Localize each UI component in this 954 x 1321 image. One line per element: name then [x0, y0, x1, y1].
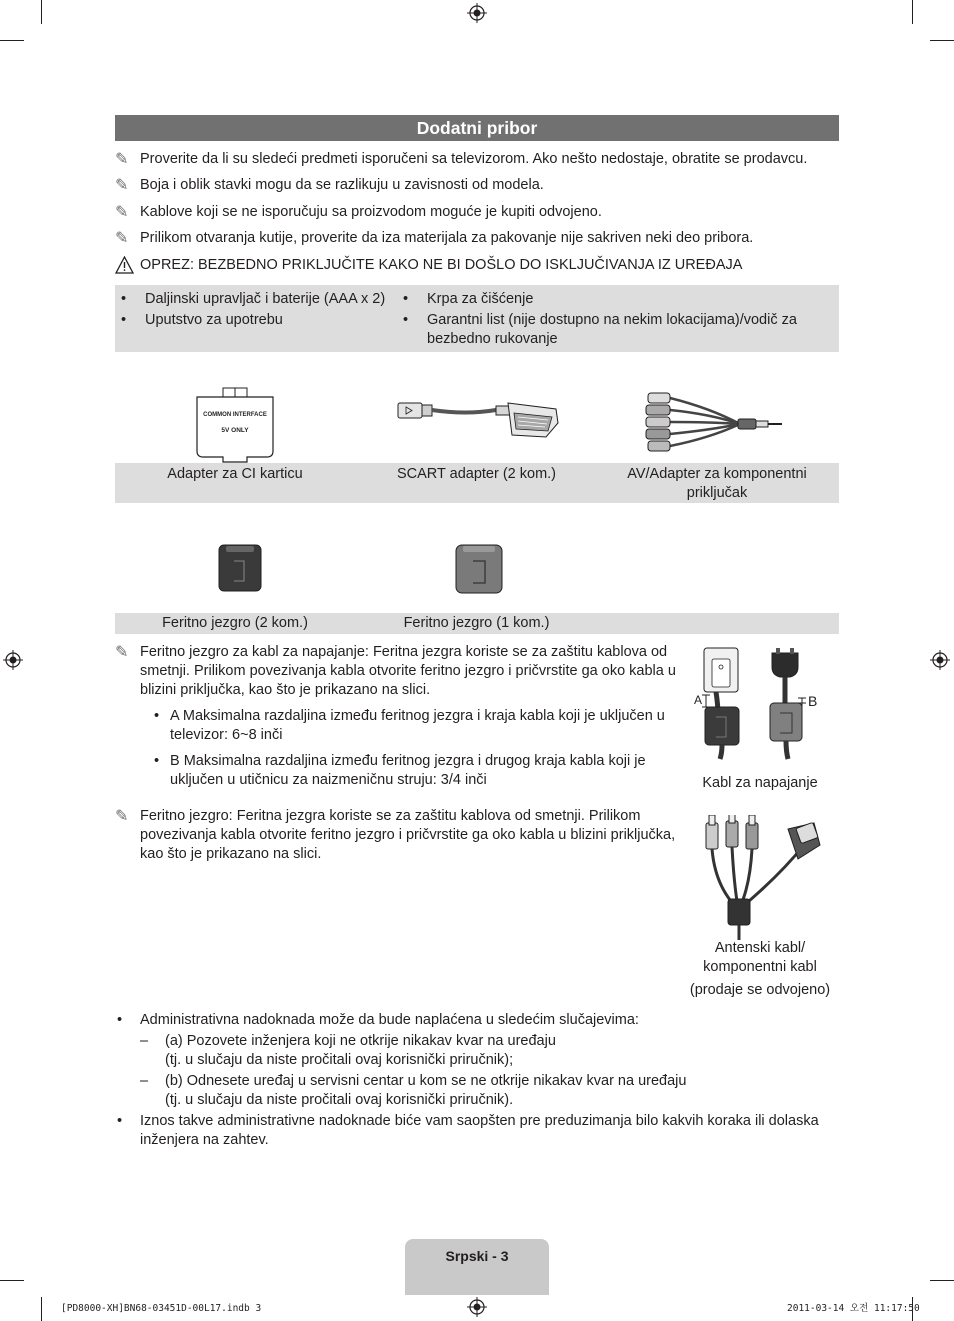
note-item [115, 807, 685, 864]
ferrite-core-large-illustration [455, 543, 503, 595]
pencil-note-icon: ✎ [115, 644, 129, 661]
av-component-adapter-illustration [640, 388, 786, 458]
admin-intro: • Administrativna nadoknada može da bude naplaćena u sledećim slučajevima: [117, 1012, 639, 1028]
print-date: 2011-03-14 오전 11:17:50 [787, 1303, 920, 1314]
list-item: • Garantni list (nije dostupno na nekim lokacijama)/vodič za bezbedno rukovanje [403, 312, 797, 347]
note-text: Prilikom otvaranja kutije, proverite da iza materijala za pakovanje nije sakriven neki deo pribora. [140, 230, 754, 246]
registration-mark-icon [467, 3, 487, 23]
crop-mark [930, 40, 954, 41]
pencil-note-icon: ✎ [115, 230, 129, 247]
crop-mark [41, 1297, 42, 1321]
caption-band [115, 463, 839, 503]
antenna-component-cable-illustration [700, 815, 825, 940]
warning-line [115, 256, 742, 275]
admin-case-a: – (a) Pozovete inženjera koji ne otkrije nikakav kvar na uređaju (tj. u slučaju da niste pročitali ovaj korisnički priručnik); [140, 1033, 556, 1068]
registration-mark-icon [3, 650, 23, 670]
caption-ferrite-large: Feritno jezgro (1 kom.) [403, 615, 550, 631]
power-cable-illustration [690, 645, 830, 760]
ci-card-adapter-illustration [193, 387, 277, 463]
included-items-box [115, 285, 839, 352]
caption-band [115, 613, 839, 634]
crop-mark [0, 1280, 24, 1281]
caption-ci-adapter: Adapter za CI karticu [167, 466, 303, 482]
admin-case-b: – (b) Odnesete uređaj u servisni centar u kom se ne otkrije nikakav kvar na uređaju (tj. u slučaju da niste pročitali ovaj korisnički priručnik). [140, 1073, 687, 1108]
note-item [115, 150, 845, 169]
admin-final: • Iznos takve administrativne nadoknade biće vam saopšten pre preduzimanja bilo kakvih koraka ili dolaska inženjera na zahtev. [117, 1113, 819, 1148]
ci-label-line2: 5V ONLY [221, 427, 249, 434]
warning-triangle-icon [115, 256, 134, 274]
crop-mark [912, 0, 913, 24]
section-title: Dodatni pribor [115, 115, 839, 141]
caption-antenna-cable-2: komponentni kabl [703, 959, 817, 975]
note-text: Boja i oblik stavki mogu da se razlikuju u zavisnosti od modela. [140, 177, 544, 193]
note-text: Feritno jezgro: Feritna jezgra koriste se za zaštitu kablova od smetnji. Prilikom povezivanja kabla otvorite feritno jezgro i pričvrstite ga oko kabla u blizini priključka, kao što je prikazano na slici. [140, 808, 676, 862]
crop-mark [41, 0, 42, 24]
caption-av-adapter: AV/Adapter za komponentni priključak [627, 466, 807, 501]
scart-adapter-illustration [396, 395, 561, 450]
fig-label-a: A [694, 693, 703, 707]
caption-scart-adapter: SCART adapter (2 kom.) [396, 466, 557, 482]
caption-antenna-cable-1: Antenski kabl/ [714, 940, 806, 956]
fig-label-b: B [808, 693, 818, 709]
ferrite-core-small-illustration [218, 543, 262, 593]
pencil-note-icon: ✎ [115, 151, 129, 168]
caption-antenna-cable-3: (prodaje se odvojeno) [689, 982, 831, 998]
crop-mark [930, 1280, 954, 1281]
note-text: Feritno jezgro za kabl za napajanje: Feritna jezgra koriste se za zaštitu kablova od smetnji. Prilikom povezivanja kabla otvorite feritno jezgro i pričvrstite ga oko kabla u blizini priključka, kao što je prikazano na slici. [140, 644, 676, 698]
registration-mark-icon [467, 1297, 487, 1317]
ci-label-line1: COMMON INTERFACE [203, 412, 267, 418]
registration-mark-icon [930, 650, 950, 670]
note-text: Kablove koji se ne isporučuju sa proizvodom moguće je kupiti odvojeno. [140, 204, 602, 220]
pencil-note-icon: ✎ [115, 204, 129, 221]
file-info: [PD8000-XH]BN68-03451D-00L17.indb 3 [61, 1303, 262, 1314]
pencil-note-icon: ✎ [115, 177, 129, 194]
note-item [115, 176, 845, 195]
list-item: • Uputstvo za upotrebu [121, 312, 283, 328]
note-item [115, 229, 845, 248]
note-item [115, 203, 845, 222]
note-text: Proverite da li su sledeći predmeti isporučeni sa televizorom. Ako nešto nedostaje, obratite se prodavcu. [140, 151, 808, 167]
sub-item-a: • A Maksimalna razdaljina između feritnog jezgra i kraja kabla koji je uključen u televizor: 6~8 inči [154, 708, 665, 743]
list-item: • Daljinski upravljač i baterije (AAA x 2) [121, 291, 386, 307]
pencil-note-icon: ✎ [115, 808, 129, 825]
list-item: • Krpa za čišćenje [403, 291, 534, 307]
caption-power-cable: Kabl za napajanje [702, 775, 818, 791]
crop-mark [0, 40, 24, 41]
warning-text: OPREZ: BEZBEDNO PRIKLJUČITE KAKO NE BI DOŠLO DO ISKLJUČIVANJA IZ UREĐAJA [140, 257, 743, 273]
caption-ferrite-small: Feritno jezgro (2 kom.) [162, 615, 308, 631]
note-item [115, 643, 685, 700]
page-number-tab: Srpski - 3 [405, 1239, 549, 1295]
sub-item-b: • B Maksimalna razdaljina između feritnog jezgra i drugog kraja kabla koji je uključen u utičnicu za naizmeničnu struju: 3/4 inči [154, 753, 646, 788]
